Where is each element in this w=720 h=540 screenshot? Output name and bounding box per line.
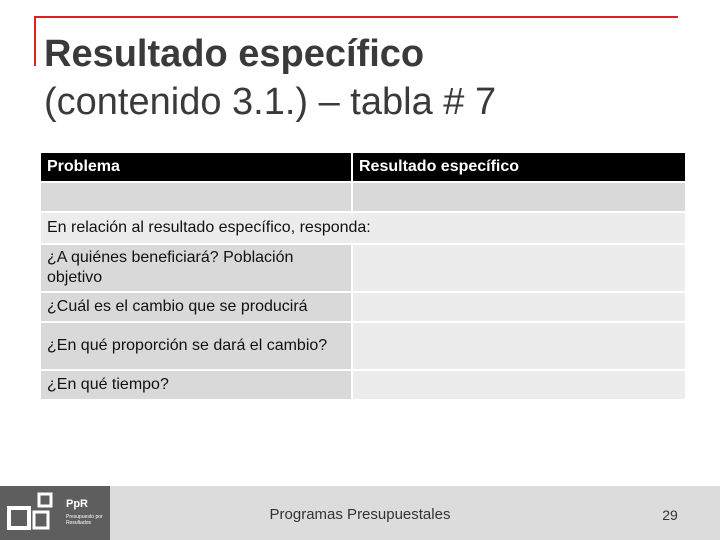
table-header-row (41, 153, 685, 181)
logo-title: PpR (66, 498, 88, 510)
table-row-question (41, 293, 685, 321)
footer-bar (0, 486, 720, 540)
ppr-logo (0, 486, 110, 540)
question-cell: ¿A quiénes beneficiará? Población objetivo (41, 245, 351, 291)
slide-title-line2: (contenido 3.1.) – tabla # 7 (44, 81, 497, 123)
answer-cell[interactable] (353, 293, 685, 321)
footer-text: Programas Presupuestales (269, 506, 451, 523)
ppr-logo-icon (6, 492, 62, 534)
table-row-question (41, 371, 685, 399)
answer-cell[interactable] (353, 245, 685, 291)
slide-title (44, 30, 684, 126)
results-table (39, 151, 687, 401)
answer-cell[interactable] (353, 371, 685, 399)
question-cell: ¿Cuál es el cambio que se producirá (41, 293, 351, 321)
table-row-empty (41, 183, 685, 211)
title-frame-left (34, 16, 36, 66)
question-cell: ¿En qué tiempo? (41, 371, 351, 399)
instruction-cell: En relación al resultado específico, responda: (41, 213, 685, 243)
table-cell-resultado[interactable] (353, 183, 685, 211)
logo-subtitle: Presupuesto por Resultados (66, 514, 103, 526)
table-row-instruction (41, 213, 685, 243)
answer-cell[interactable] (353, 323, 685, 369)
table-row-question (41, 245, 685, 291)
question-cell: ¿En qué proporción se dará el cambio? (41, 323, 351, 369)
table-cell-problema[interactable] (41, 183, 351, 211)
slide-title-line1: Resultado específico (44, 33, 425, 75)
page-number: 29 (662, 507, 678, 523)
title-frame-top (34, 16, 678, 18)
table-row-question (41, 323, 685, 369)
header-resultado: Resultado específico (353, 153, 685, 181)
header-problema: Problema (41, 153, 351, 181)
